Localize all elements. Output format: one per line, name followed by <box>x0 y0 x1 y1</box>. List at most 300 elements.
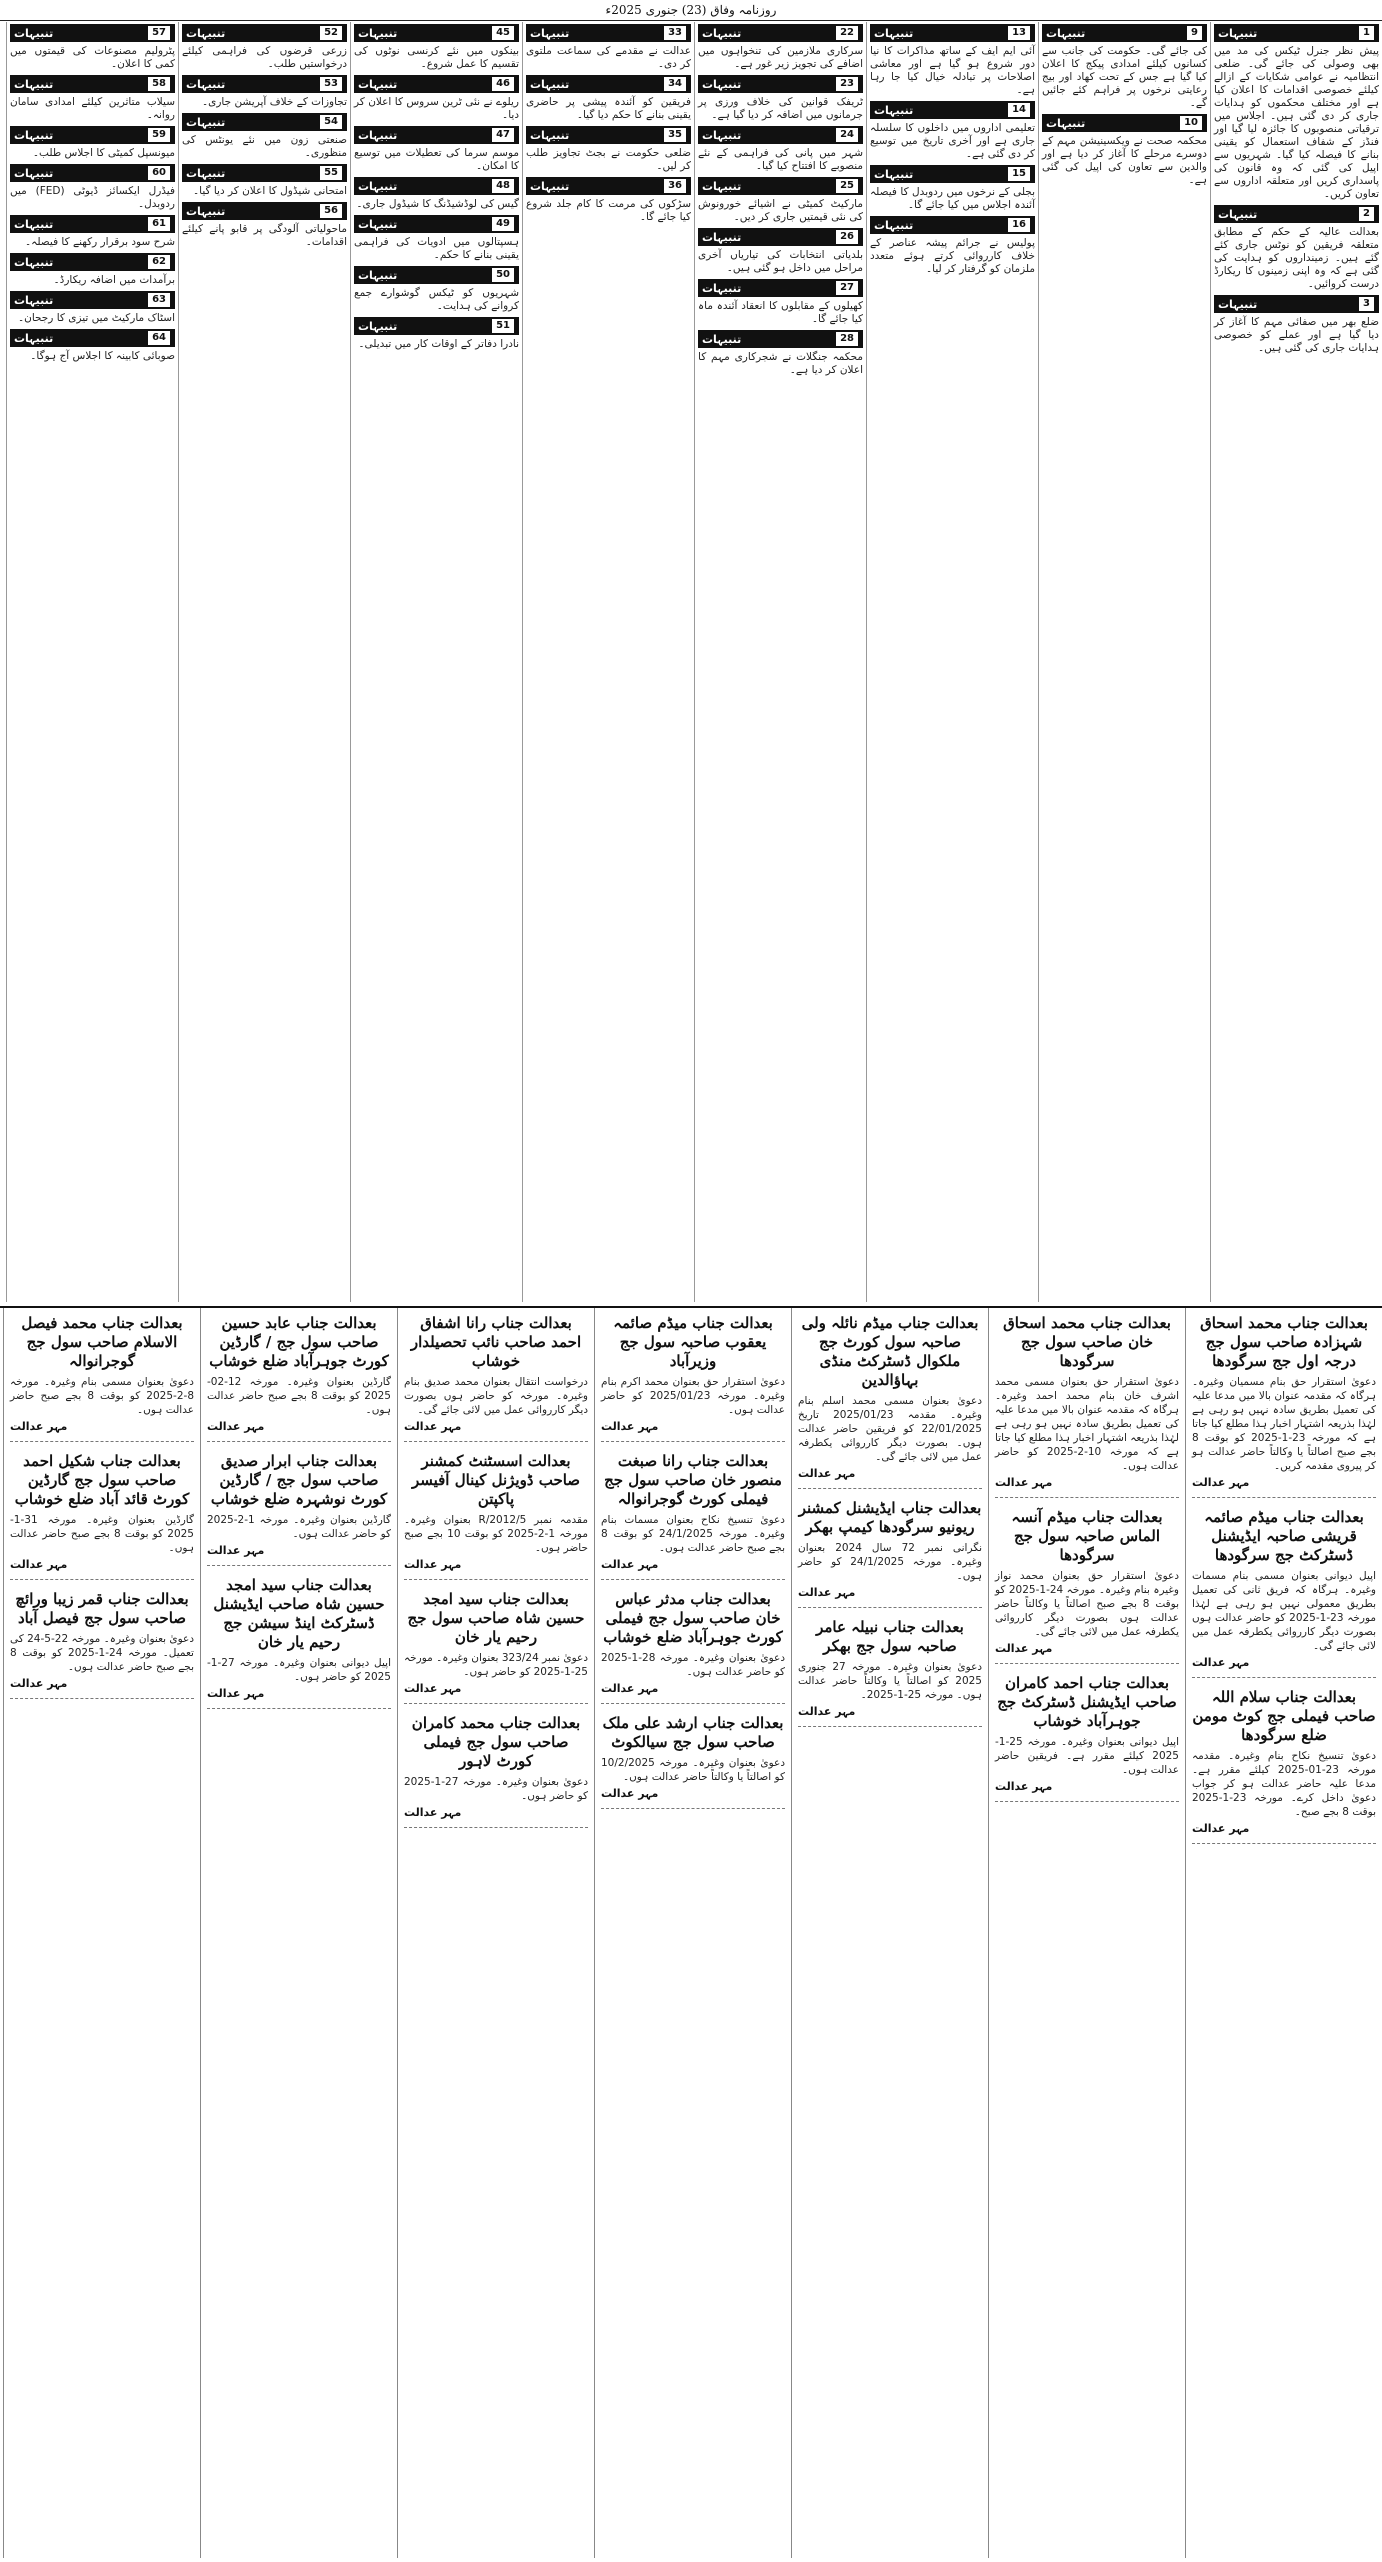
news-item-number: 13 <box>1007 25 1031 41</box>
news-column <box>350 22 522 1302</box>
news-item-number: 48 <box>491 178 515 194</box>
notice-column <box>397 1308 594 2558</box>
notice-court-heading: بعدالت جناب ابرار صدیق صاحب سول جج / گارڈین کورٹ نوشہرہ ضلع خوشاب <box>210 1452 388 1508</box>
news-item <box>354 215 519 262</box>
notice-column <box>988 1308 1185 2558</box>
notice-seal-label: مہر عدالت <box>798 1467 856 1480</box>
news-item-tag: تنبیہات <box>14 255 54 269</box>
news-item-body: تعلیمی اداروں میں داخلوں کا سلسلہ جاری ہے اور آخری تاریخ میں توسیع کر دی گئی ہے۔ <box>870 122 1035 160</box>
notice-body: دعویٰ استقرار حق بعنوان مسمی محمد اشرف خان بنام محمد احمد وغیرہ۔ ہرگاہ کہ مقدمہ عنوان بالا میں مدعا علیہ کی تعمیل بطریق سادہ نہیں ہو رہی ہے لہٰذا بذریعہ اشتہار اخبار ہذا مطلع کیا جاتا ہے کہ مورخہ 10-2-2025 کو حاضر عدالت ہوں۔ <box>994 1376 1180 1472</box>
notice-seal-label: مہر عدالت <box>995 1780 1053 1793</box>
news-item-body: شہریوں کو ٹیکس گوشوارے جمع کروانے کی ہدایت۔ <box>354 287 519 312</box>
news-item-tag: تنبیہات <box>530 77 570 91</box>
news-item <box>698 330 863 377</box>
notice-court-heading: بعدالت جناب شکیل احمد صاحب سول جج گارڈین کورٹ قائد آباد ضلع خوشاب <box>14 1452 190 1508</box>
news-item-header <box>698 24 863 42</box>
news-item-tag: تنبیہات <box>14 331 54 345</box>
news-item-header <box>354 24 519 42</box>
news-item-tag: تنبیہات <box>702 281 742 295</box>
news-item-header <box>1214 295 1379 313</box>
news-item-number: 16 <box>1007 217 1031 233</box>
notice-court-heading: بعدالت جناب نبیلہ عامر صاحبہ سول جج بھکر <box>816 1618 964 1655</box>
news-item-number: 14 <box>1007 102 1031 118</box>
news-item-number: 52 <box>319 25 343 41</box>
notice-court-heading: بعدالت جناب عابد حسین صاحب سول جج / گارڈین کورٹ جوہرآباد ضلع خوشاب <box>209 1314 389 1370</box>
notice-body: اپیل دیوانی بعنوان وغیرہ۔ مورخہ 27-1-2025 کو حاضر ہوں۔ <box>207 1657 391 1683</box>
news-item-number: 60 <box>147 165 171 181</box>
notice-column <box>3 1308 200 2558</box>
notice-seal-label: مہر عدالت <box>1192 1656 1250 1669</box>
news-item <box>182 202 347 249</box>
news-column <box>866 22 1038 1302</box>
news-item-number: 53 <box>319 76 343 92</box>
notice-body: نگرانی نمبر 72 سال 2024 بعنوان وغیرہ۔ مورخہ 24/1/2025 کو حاضر ہوں۔ <box>798 1542 983 1582</box>
news-item-body: بجلی کے نرخوں میں ردوبدل کا فیصلہ آئندہ اجلاس میں کیا جائے گا۔ <box>870 186 1035 211</box>
news-item-tag: تنبیہات <box>358 26 398 40</box>
news-item-number: 23 <box>835 76 859 92</box>
news-item-tag: تنبیہات <box>1046 116 1086 130</box>
news-item-body: ضلعی حکومت نے بجٹ تجاویز طلب کر لیں۔ <box>526 147 691 172</box>
notice-seal-label: مہر عدالت <box>798 1705 856 1718</box>
news-item-tag: تنبیہات <box>702 128 742 142</box>
court-notice <box>404 1586 588 1704</box>
court-notice <box>10 1448 194 1580</box>
court-notice <box>207 1310 391 1442</box>
news-item-tag: تنبیہات <box>358 319 398 333</box>
news-item-header <box>10 24 175 42</box>
court-notice <box>10 1310 194 1442</box>
notice-column <box>1185 1308 1382 2558</box>
news-item-body: ماحولیاتی آلودگی پر قابو پانے کیلئے اقدامات۔ <box>182 223 347 248</box>
news-item-body: شرح سود برقرار رکھنے کا فیصلہ۔ <box>25 236 175 248</box>
notice-seal-label: مہر عدالت <box>798 1586 856 1599</box>
notice-seal-label: مہر عدالت <box>404 1558 462 1571</box>
notice-court-heading: بعدالت جناب رانا صبغت منصور خان صاحب سول جج فیملی کورٹ گوجرانوالہ <box>604 1452 782 1508</box>
notice-court-heading: بعدالت جناب سلام اللہ صاحب فیملی جج کوٹ مومن ضلع سرگودھا <box>1192 1688 1376 1744</box>
news-item-number: 61 <box>147 216 171 232</box>
news-item-body: مارکیٹ کمیٹی نے اشیائے خورونوش کی نئی قیمتیں جاری کر دیں۔ <box>698 198 863 223</box>
news-item <box>526 177 691 224</box>
notice-court-heading: بعدالت جناب سید امجد حسین شاہ صاحب سول جج رحیم یار خان <box>407 1590 585 1646</box>
news-item-tag: تنبیہات <box>14 293 54 307</box>
news-item-header <box>698 330 863 348</box>
news-item-number: 1 <box>1358 25 1375 41</box>
court-notice <box>1192 1310 1376 1498</box>
court-notice <box>207 1448 391 1566</box>
news-item <box>182 164 347 198</box>
court-notice <box>1192 1504 1376 1678</box>
court-notices-area <box>0 1306 1382 2562</box>
notice-body: اپیل دیوانی بعنوان مسمی بنام مسمات وغیرہ۔ ہرگاہ کہ فریق ثانی کی تعمیل بطریق معمولی نہیں ہو رہی ہے لہٰذا مورخہ 23-1-2025 کو حاضر عدالت ہوں بصورت دیگر کارروائی یکطرفہ عمل میں لائی جائے گی۔ <box>1192 1570 1376 1652</box>
court-notice <box>601 1448 785 1580</box>
news-item <box>698 126 863 173</box>
news-item-header <box>1042 24 1207 42</box>
news-item-body: موسم سرما کی تعطیلات میں توسیع کا امکان۔ <box>354 147 519 172</box>
news-item-tag: تنبیہات <box>14 128 54 142</box>
notice-seal-label: مہر عدالت <box>404 1806 462 1819</box>
news-item-tag: تنبیہات <box>186 204 226 218</box>
news-item-number: 62 <box>147 254 171 270</box>
news-item-body: سڑکوں کی مرمت کا کام جلد شروع کیا جائے گا۔ <box>526 198 691 223</box>
news-item <box>10 126 175 160</box>
news-item <box>698 75 863 122</box>
news-item-tag: تنبیہات <box>186 26 226 40</box>
news-item-body: محکمہ جنگلات نے شجرکاری مہم کا اعلان کر دیا ہے۔ <box>698 351 863 376</box>
notice-body: درخواست انتقال بعنوان محمد صدیق بنام وغیرہ۔ مورخہ کو حاضر ہوں بصورت دیگر کارروائی عمل میں لائی جائے گی۔ <box>404 1376 588 1416</box>
news-item <box>10 329 175 363</box>
court-notice <box>404 1310 588 1442</box>
news-item-number: 51 <box>491 318 515 334</box>
news-item <box>354 317 519 351</box>
news-item-number: 58 <box>147 76 171 92</box>
news-item-number: 25 <box>835 178 859 194</box>
court-notice <box>601 1710 785 1809</box>
news-item <box>10 164 175 211</box>
notice-seal-label: مہر عدالت <box>995 1642 1053 1655</box>
news-item <box>182 75 347 109</box>
notice-court-heading: بعدالت اسسٹنٹ کمشنر صاحب ڈویژنل کینال آفیسر پاکپتن <box>411 1452 581 1508</box>
notice-seal-label: مہر عدالت <box>207 1687 265 1700</box>
news-item-body: سرکاری ملازمین کی تنخواہوں میں اضافے کی تجویز زیر غور ہے۔ <box>698 45 863 70</box>
notice-seal-label: مہر عدالت <box>601 1420 659 1433</box>
news-item <box>10 253 175 287</box>
news-item-tag: تنبیہات <box>14 166 54 180</box>
news-item-body: فریقین کو آئندہ پیشی پر حاضری یقینی بنانے کا حکم دیا گیا۔ <box>526 96 691 121</box>
news-item-header <box>526 126 691 144</box>
news-item-number: 10 <box>1179 115 1203 131</box>
news-column <box>6 22 178 1302</box>
court-notice <box>10 1586 194 1699</box>
news-item-body: ضلع بھر میں صفائی مہم کا آغاز کر دیا گیا ہے اور عملے کو خصوصی ہدایات جاری کی گئی ہیں۔ <box>1214 316 1379 354</box>
court-notice <box>601 1310 785 1442</box>
notice-seal-label: مہر عدالت <box>1192 1822 1250 1835</box>
news-item-body: ٹریفک قوانین کی خلاف ورزی پر جرمانوں میں اضافہ کر دیا گیا ہے۔ <box>698 96 863 121</box>
news-item-header <box>182 75 347 93</box>
news-item-number: 33 <box>663 25 687 41</box>
notice-body: دعویٰ استقرار حق بنام مسمیان وغیرہ۔ ہرگاہ کہ مقدمہ عنوان بالا میں مدعا علیہ کی تعمیل بطریق سادہ نہیں ہو رہی ہے لہٰذا بذریعہ اشتہار اخبار ہذا مطلع کیا جاتا ہے کہ مورخہ 23-1-2025 کو بوقت 8 بجے صبح اصالتاً یا وکالتاً حاضر عدالت ہو کر پیروی مقدمہ کریں۔ <box>1191 1376 1376 1472</box>
news-item-tag: تنبیہات <box>186 77 226 91</box>
news-column <box>522 22 694 1302</box>
news-item-body: پیش نظر جنرل ٹیکس کی مد میں بھی وصولی کی جائے گی۔ ضلعی انتظامیہ نے عوامی شکایات کے ازالے کیلئے خصوصی اقدامات کا اعلان کیا ہے اور مختلف محکموں کو ہدایات جاری کر دی گئی ہیں۔ اجلاس میں ترقیاتی منصوبوں کا جائزہ لیا گیا اور فنڈز کے شفاف استعمال کو یقینی بنانے کا فیصلہ کیا گیا۔ شہریوں سے اپیل کی گئی کہ وہ قانون کی پاسداری کریں اور متعلقہ اداروں سے تعاون کریں۔ <box>1214 45 1379 200</box>
news-item-tag: تنبیہات <box>874 167 914 181</box>
notice-body: دعویٰ بعنوان مسمی محمد اسلم بنام وغیرہ۔ مقدمہ 2025/01/23 تاریخ 22/01/2025 کو فریقین حاضر عدالت ہوں۔ بصورت دیگر کارروائی یکطرفہ عمل میں لائی جائے گی۔ <box>798 1395 983 1463</box>
news-item <box>354 75 519 122</box>
notice-body: دعویٰ بعنوان وغیرہ۔ مورخہ 27-1-2025 کو حاضر ہوں۔ <box>404 1776 588 1802</box>
notice-court-heading: بعدالت جناب محمد کامران صاحب سول جج فیملی کورٹ لاہور <box>411 1714 581 1770</box>
news-item-tag: تنبیہات <box>14 217 54 231</box>
news-item-body: صنعتی زون میں نئے یونٹس کی منظوری۔ <box>182 134 347 159</box>
news-item <box>698 24 863 71</box>
news-item-number: 26 <box>835 229 859 245</box>
news-item-header <box>354 75 519 93</box>
court-notice <box>798 1495 982 1608</box>
news-item-body: بینکوں میں نئے کرنسی نوٹوں کی تقسیم کا عمل شروع۔ <box>354 45 519 70</box>
news-item-header <box>698 177 863 195</box>
news-item-number: 50 <box>491 267 515 283</box>
news-item-body: بعدالت عالیہ کے حکم کے مطابق متعلقہ فریقین کو نوٹس جاری کئے گئے ہیں۔ زمینداروں کو ہدایت کی گئی ہے کہ وہ اپنی زمینوں کا ریکارڈ درست کروائیں۔ <box>1214 226 1379 290</box>
news-item <box>354 177 519 211</box>
news-item <box>526 24 691 71</box>
notice-body: گارڈین بعنوان وغیرہ۔ مورخہ 31-1-2025 کو بوقت 8 بجے صبح حاضر عدالت ہوں۔ <box>10 1514 194 1554</box>
notice-court-heading: بعدالت جناب ارشد علی ملک صاحب سول جج سیالکوٹ <box>602 1714 784 1751</box>
news-item-tag: تنبیہات <box>358 77 398 91</box>
news-item-header <box>10 329 175 347</box>
news-item-header <box>698 279 863 297</box>
news-item <box>182 24 347 71</box>
news-item-header <box>870 216 1035 234</box>
news-item-tag: تنبیہات <box>702 230 742 244</box>
news-item-header <box>354 317 519 335</box>
news-item-body: محکمہ صحت نے ویکسینیشن مہم کے دوسرے مرحلے کا آغاز کر دیا ہے اور والدین سے تعاون کی اپیل کی گئی ہے۔ <box>1042 135 1207 186</box>
news-item-number: 3 <box>1358 296 1375 312</box>
news-item-header <box>10 215 175 233</box>
news-item <box>10 291 175 325</box>
notice-court-heading: بعدالت جناب احمد کامران صاحب ایڈیشنل ڈسٹرکٹ جج جوہرآباد خوشاب <box>997 1674 1177 1730</box>
news-item-tag: تنبیہات <box>358 217 398 231</box>
notice-seal-label: مہر عدالت <box>10 1558 68 1571</box>
news-item-header <box>1214 205 1379 223</box>
news-item <box>10 24 175 71</box>
court-notice <box>995 1504 1179 1664</box>
court-notice <box>404 1710 588 1828</box>
news-item-header <box>354 126 519 144</box>
news-item-tag: تنبیہات <box>530 26 570 40</box>
news-item-body: اسٹاک مارکیٹ میں تیزی کا رجحان۔ <box>17 312 175 324</box>
news-item-body: صوبائی کابینہ کا اجلاس آج ہوگا۔ <box>30 350 175 362</box>
notice-seal-label: مہر عدالت <box>404 1682 462 1695</box>
news-item-number: 22 <box>835 25 859 41</box>
news-item-header <box>526 75 691 93</box>
news-item-header <box>870 24 1035 42</box>
notice-body: گارڈین بعنوان وغیرہ۔ مورخہ 12-02-2025 کو بوقت 8 بجے صبح حاضر عدالت ہوں۔ <box>207 1376 391 1416</box>
news-item <box>1042 114 1207 187</box>
news-item-body: آئی ایم ایف کے ساتھ مذاکرات کا نیا دور شروع ہو گیا ہے اور معاشی اصلاحات پر تبادلہ خیال کیا جا رہا ہے۔ <box>870 45 1035 96</box>
news-item-number: 35 <box>663 127 687 143</box>
notice-body: دعویٰ تنسیخ نکاح بنام وغیرہ۔ مقدمہ مورخہ 23-01-2025 کیلئے مقرر ہے۔ مدعا علیہ حاضر عدالت ہو کر جواب دعویٰ داخل کرے۔ مورخہ 23-1-2025 بوقت 8 بجے صبح۔ <box>1192 1750 1376 1818</box>
news-item-tag: تنبیہات <box>358 179 398 193</box>
news-item-body: تجاوزات کے خلاف آپریشن جاری۔ <box>201 96 347 108</box>
news-item-number: 9 <box>1186 25 1203 41</box>
news-item <box>182 113 347 160</box>
notice-court-heading: بعدالت جناب مدثر عباس خان صاحب سول جج فیملی کورٹ جوہرآباد ضلع خوشاب <box>603 1590 783 1646</box>
notice-body: مقدمہ نمبر 2012/5/R بعنوان وغیرہ۔ مورخہ 1-2-2025 کو بوقت 10 بجے صبح حاضر ہوں۔ <box>404 1514 588 1554</box>
news-item-number: 64 <box>147 330 171 346</box>
news-item-body: پٹرولیم مصنوعات کی قیمتوں میں کمی کا اعلان۔ <box>10 45 175 70</box>
court-notice <box>601 1586 785 1704</box>
notice-seal-label: مہر عدالت <box>207 1420 265 1433</box>
notice-seal-label: مہر عدالت <box>995 1476 1053 1489</box>
notice-seal-label: مہر عدالت <box>601 1787 659 1800</box>
news-item-number: 59 <box>147 127 171 143</box>
news-item <box>354 266 519 313</box>
news-item-number: 2 <box>1358 206 1375 222</box>
news-item-number: 24 <box>835 127 859 143</box>
notice-court-heading: بعدالت جناب رانا اشفاق احمد صاحب نائب تحصیلدار خوشاب <box>410 1314 582 1370</box>
news-item <box>870 216 1035 276</box>
news-item-body: پولیس نے جرائم پیشہ عناصر کے خلاف کارروائی کرتے ہوئے متعدد ملزمان کو گرفتار کر لیا۔ <box>870 237 1035 275</box>
court-notice <box>798 1614 982 1727</box>
notice-column <box>200 1308 397 2558</box>
news-item <box>698 228 863 275</box>
notice-seal-label: مہر عدالت <box>1192 1476 1250 1489</box>
notice-seal-label: مہر عدالت <box>404 1420 462 1433</box>
notice-court-heading: بعدالت جناب میڈم صائمہ یعقوب صاحبہ سول جج وزیرآباد <box>613 1314 773 1370</box>
news-item-tag: تنبیہات <box>1218 297 1258 311</box>
news-item-header <box>1214 24 1379 42</box>
news-item <box>1214 295 1379 355</box>
news-item-header <box>10 126 175 144</box>
notice-body: دعویٰ بعنوان وغیرہ۔ مورخہ 22-5-24 کی تعمیل۔ مورخہ 24-1-2025 کو بوقت 8 بجے صبح حاضر عدالت ہوں۔ <box>10 1633 195 1673</box>
news-item-header <box>698 75 863 93</box>
notice-seal-label: مہر عدالت <box>10 1420 68 1433</box>
news-item-body: برآمدات میں اضافہ ریکارڈ۔ <box>53 274 175 286</box>
court-notice <box>404 1448 588 1580</box>
news-column <box>694 22 866 1302</box>
notice-body: دعویٰ استقرار حق بعنوان محمد اکرم بنام وغیرہ۔ مورخہ 2025/01/23 کو حاضر عدالت ہوں۔ <box>601 1376 786 1416</box>
news-item-number: 34 <box>663 76 687 92</box>
news-item-number: 45 <box>491 25 515 41</box>
news-column <box>1038 22 1210 1302</box>
news-item-tag: تنبیہات <box>702 26 742 40</box>
news-item-number: 47 <box>491 127 515 143</box>
news-item-tag: تنبیہات <box>530 179 570 193</box>
notice-court-heading: بعدالت جناب میڈم آنسہ الماس صاحبہ سول جج سرگودھا <box>1011 1508 1163 1564</box>
notice-court-heading: بعدالت جناب قمر زیبا ورائچ صاحب سول جج فیصل آباد <box>15 1590 189 1627</box>
notice-body: دعویٰ استقرار حق بعنوان محمد نواز وغیرہ بنام وغیرہ۔ مورخہ 24-1-2025 کو بوقت 8 بجے صبح اصالتاً یا وکالتاً حاضر عدالت ہوں بصورت دیگر کارروائی یکطرفہ عمل میں لائی جائے گی۔ <box>995 1570 1179 1638</box>
news-item-body: زرعی قرضوں کی فراہمی کیلئے درخواستیں طلب۔ <box>182 45 347 70</box>
notice-court-heading: بعدالت جناب میڈم نائلہ ولی صاحبہ سول کورٹ جج ملکوال ڈسٹرکٹ منڈی بہاؤالدین <box>801 1314 979 1389</box>
news-item-header <box>526 24 691 42</box>
court-notice <box>995 1310 1179 1498</box>
news-item-header <box>10 253 175 271</box>
news-item <box>870 24 1035 97</box>
notice-seal-label: مہر عدالت <box>601 1558 659 1571</box>
news-item <box>698 279 863 326</box>
news-item-body: کھیلوں کے مقابلوں کا انعقاد آئندہ ماہ کیا جائے گا۔ <box>698 300 863 325</box>
news-item-body: ریلوے نے نئی ٹرین سروس کا اعلان کر دیا۔ <box>354 96 519 121</box>
news-item-header <box>10 291 175 309</box>
news-item-tag: تنبیہات <box>1218 207 1258 221</box>
notice-body: دعویٰ بعنوان وغیرہ۔ مورخہ 10/2/2025 کو اصالتاً یا وکالتاً حاضر عدالت ہوں۔ <box>601 1757 785 1783</box>
news-item <box>1042 24 1207 110</box>
news-item-tag: تنبیہات <box>358 268 398 282</box>
news-item-body: گیس کی لوڈشیڈنگ کا شیڈول جاری۔ <box>356 198 519 210</box>
news-item-number: 15 <box>1007 166 1031 182</box>
news-item-header <box>10 164 175 182</box>
notice-court-heading: بعدالت جناب میڈم صائمہ قریشی صاحبہ ایڈیشنل ڈسٹرکٹ جج سرگودھا <box>1204 1508 1364 1564</box>
news-item-header <box>182 24 347 42</box>
news-column <box>1210 22 1382 1302</box>
notice-body: دعویٰ بعنوان وغیرہ۔ مورخہ 27 جنوری 2025 کو اصالتاً یا وکالتاً حاضر عدالت ہوں۔ مورخہ 25-1-2025۔ <box>798 1661 983 1701</box>
notice-body: گارڈین بعنوان وغیرہ۔ مورخہ 1-2-2025 کو حاضر عدالت ہوں۔ <box>207 1514 391 1540</box>
notice-court-heading: بعدالت جناب محمد فیصل الاسلام صاحب سول جج گوجرانوالہ <box>21 1314 183 1370</box>
news-item-header <box>354 215 519 233</box>
court-notice <box>207 1572 391 1709</box>
notice-court-heading: بعدالت جناب محمد اسحاق شہزادہ صاحب سول جج درجہ اول جج سرگودھا <box>1200 1314 1368 1370</box>
notice-seal-label: مہر عدالت <box>207 1544 265 1557</box>
news-item-tag: تنبیہات <box>14 77 54 91</box>
news-item-header <box>870 101 1035 119</box>
news-item-number: 46 <box>491 76 515 92</box>
news-item-number: 28 <box>835 331 859 347</box>
news-item-header <box>354 266 519 284</box>
court-notice <box>995 1670 1179 1802</box>
news-item-body: نادرا دفاتر کے اوقات کار میں تبدیلی۔ <box>358 338 519 350</box>
news-item-number: 57 <box>147 25 171 41</box>
notice-body: دعویٰ بعنوان مسمی بنام وغیرہ۔ مورخہ 8-2-2025 کو بوقت 8 بجے صبح حاضر عدالت ہوں۔ <box>10 1376 194 1416</box>
news-item <box>870 165 1035 212</box>
news-item <box>526 75 691 122</box>
news-item-body: بلدیاتی انتخابات کی تیاریاں آخری مراحل میں داخل ہو گئی ہیں۔ <box>698 249 863 274</box>
news-item-header <box>1042 114 1207 132</box>
news-item-body: میونسپل کمیٹی کا اجلاس طلب۔ <box>32 147 175 159</box>
news-item-body: ہسپتالوں میں ادویات کی فراہمی یقینی بنانے کا حکم۔ <box>354 236 519 261</box>
notice-body: دعویٰ بعنوان وغیرہ۔ مورخہ 28-1-2025 کو حاضر عدالت ہوں۔ <box>601 1652 785 1678</box>
news-column <box>178 22 350 1302</box>
court-notice <box>798 1310 982 1489</box>
news-item <box>10 75 175 122</box>
news-item <box>354 126 519 173</box>
news-item-header <box>870 165 1035 183</box>
news-item <box>526 126 691 173</box>
news-item <box>354 24 519 71</box>
news-item-tag: تنبیہات <box>702 179 742 193</box>
news-item <box>870 101 1035 161</box>
news-item-body: کی جائے گی۔ حکومت کی جانب سے کسانوں کیلئے امدادی پیکج کا اعلان کیا گیا ہے جس کے تحت کھاد اور بیج رعایتی نرخوں پر فراہم کئے جائیں گے۔ <box>1042 45 1207 109</box>
news-item-tag: تنبیہات <box>358 128 398 142</box>
news-item-tag: تنبیہات <box>530 128 570 142</box>
news-item <box>1214 205 1379 291</box>
news-item-number: 49 <box>491 216 515 232</box>
news-item-tag: تنبیہات <box>1218 26 1258 40</box>
news-item-number: 27 <box>835 280 859 296</box>
news-item-header <box>526 177 691 195</box>
news-item-tag: تنبیہات <box>702 77 742 91</box>
news-item-tag: تنبیہات <box>186 115 226 129</box>
news-item-tag: تنبیہات <box>874 218 914 232</box>
news-item-header <box>10 75 175 93</box>
notice-column <box>791 1308 988 2558</box>
news-item-tag: تنبیہات <box>874 103 914 117</box>
news-item-tag: تنبیہات <box>874 26 914 40</box>
news-item-tag: تنبیہات <box>186 166 226 180</box>
notice-column <box>594 1308 791 2558</box>
notice-court-heading: بعدالت جناب سید امجد حسین شاہ صاحب ایڈیشنل ڈسٹرکٹ اینڈ سیشن جج رحیم یار خان <box>213 1576 385 1651</box>
notice-court-heading: بعدالت جناب ایڈیشنل کمشنر ریونیو سرگودھا کیمپ بھکر <box>798 1499 982 1536</box>
news-item-header <box>182 202 347 220</box>
news-item-tag: تنبیہات <box>702 332 742 346</box>
news-item-body: عدالت نے مقدمے کی سماعت ملتوی کر دی۔ <box>526 45 691 70</box>
news-item-body: امتحانی شیڈول کا اعلان کر دیا گیا۔ <box>192 185 347 197</box>
news-item-header <box>182 113 347 131</box>
news-item-header <box>354 177 519 195</box>
news-item-body: سیلاب متاثرین کیلئے امدادی سامان روانہ۔ <box>10 96 175 121</box>
news-item-number: 55 <box>319 165 343 181</box>
news-item <box>1214 24 1379 201</box>
notice-body: دعویٰ تنسیخ نکاح بعنوان مسمات بنام وغیرہ۔ مورخہ 24/1/2025 کو بوقت 8 بجے صبح حاضر عدالت ہوں۔ <box>601 1514 785 1554</box>
news-item-tag: تنبیہات <box>14 26 54 40</box>
notice-seal-label: مہر عدالت <box>601 1682 659 1695</box>
notice-body: اپیل دیوانی بعنوان وغیرہ۔ مورخہ 25-1-2025 کیلئے مقرر ہے۔ فریقین حاضر عدالت ہوں۔ <box>995 1736 1179 1776</box>
news-item <box>698 177 863 224</box>
news-item-header <box>698 228 863 246</box>
news-item-header <box>182 164 347 182</box>
news-item-number: 36 <box>663 178 687 194</box>
notice-body: دعویٰ نمبر 323/24 بعنوان وغیرہ۔ مورخہ 25-1-2025 کو حاضر ہوں۔ <box>404 1652 589 1678</box>
news-item-tag: تنبیہات <box>1046 26 1086 40</box>
masthead-date-line: روزنامہ وفاق (23) جنوری 2025ء <box>0 0 1382 21</box>
news-item-header <box>698 126 863 144</box>
